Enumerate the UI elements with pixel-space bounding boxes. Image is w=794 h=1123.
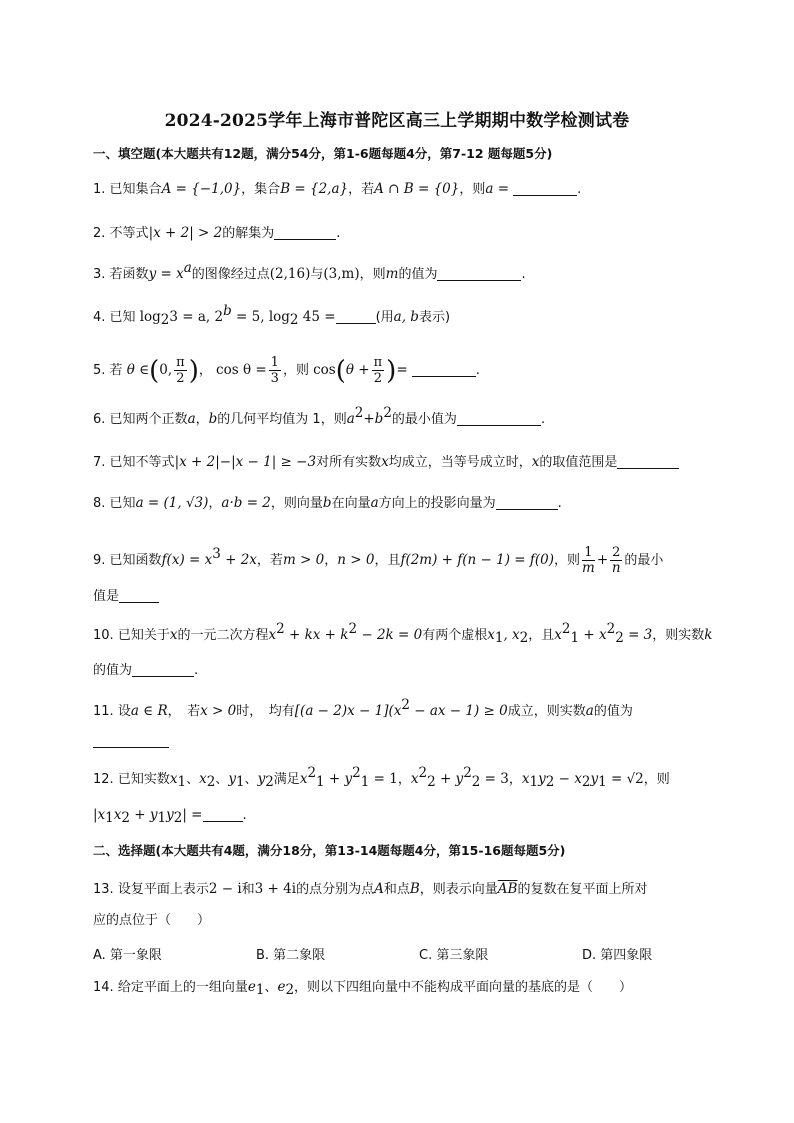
question-13: 13. 设复平面上表示2 − i和3 + 4i的点分别为点A和点B，则表示向量$\overline{AB}$的复数在复平面上所对 (93, 881, 648, 897)
question-number: 4. (93, 310, 106, 325)
question-13-cont: 应的点位于（ ） (93, 913, 211, 928)
question-10: 10. 已知关于x的一元二次方程$x^2$ + kx + $k^2 - 2k = 0$有两个虚根$x_1$, $x_2$，且$x^2_1 + x^2_2 = 3$，则实数k (93, 621, 713, 646)
fraction: $\frac{1}{m}$ (582, 545, 595, 576)
answer-blank (513, 181, 577, 196)
question-4: 4. 已知 $\log_23 = a$, $2^b = 5$, $\log_2 45$ = (用a, b表示) (93, 303, 451, 328)
question-11: 11. 设a ∈ R， 若x > 0时， 均有$[(a - 2)x - 1](x^2$ − ax − 1) ≥ 0成立，则实数a的值为 (93, 697, 633, 719)
question-9: 9. 已知函数$f(x) = x^3 + 2x$，若m > 0，n > 0，且f(2m) + f(n − 1) = f(0)，则 $\frac{1}{m}$ + $\frac{2}{n}$ 的最小 (93, 545, 664, 576)
question-13-options (93, 944, 703, 964)
question-9-cont: 值是 (93, 588, 703, 606)
question-12-cont: $|x_1x_2 + y_1y_2|$ = . (93, 807, 247, 826)
fraction: $\frac{1}{3}$ (270, 355, 279, 386)
question-12: 12. 已知实数$x_1$、$x_2$、$y_1$、$y_2$满足$x^2_1 + y^2_1 = 1$，$x^2_2 + y^2_2 = 3$，$x_1y_2 - x_2y_1 = √2$，则 (93, 765, 670, 790)
math-set-a: A = {−1,0} (161, 181, 242, 197)
answer-blank (496, 495, 558, 510)
question-8: 8. 已知a = (1, √3)，a·b = 2，则向量b在向量a方向上的投影向量为 . (93, 495, 562, 511)
question-number: 3. (93, 267, 106, 282)
answer-blank (119, 588, 159, 603)
question-7: 7. 已知不等式|x + 2|−|x − 1| ≥ −3对所有实数x均成立，当等号成立时，x的取值范围是 (93, 453, 703, 472)
question-5: 5. 若 θ ∈(0, $\frac{\pi}{2}$ )， cos θ = $\frac{1}{3}$ ，则 cos(θ + $\frac{\pi}{2}$ )= . (93, 355, 480, 386)
question-6: 6. 已知两个正数a，b的几何平均值为 1，则$a^2+b^2$的最小值为 . (93, 405, 546, 427)
option-d: D. 第四象限 (582, 948, 653, 963)
answer-blank (274, 225, 336, 240)
question-number: 9. (93, 553, 106, 568)
answer-blank (203, 807, 243, 822)
section-2-header: 二、选择题(本大题共有4题，满分18分，第13-14题每题4分，第15-16题每题5分) (93, 843, 566, 858)
option-c: C. 第三象限 (419, 948, 489, 963)
fraction: $\frac{\pi}{2}$ (176, 355, 185, 386)
answer-blank (412, 362, 476, 377)
question-number: 10. (93, 628, 114, 643)
question-number: 5. (93, 363, 106, 378)
answer-blank (457, 411, 541, 426)
question-number: 11. (93, 704, 114, 719)
answer-blank (617, 454, 679, 469)
question-10-cont: 的值为 . (93, 663, 199, 678)
question-number: 1. (93, 182, 106, 197)
question-3: 3. 若函数$y = x^a$的图像经过点(2,16)与(3,m)，则m的值为 . (93, 260, 526, 282)
answer-blank (93, 733, 169, 748)
fraction: $\frac{\pi}{2}$ (373, 355, 383, 386)
page-title: 2024-2025学年上海市普陀区高三上学期期中数学检测试卷 (164, 111, 630, 131)
option-a: A. 第一象限 (93, 948, 162, 963)
question-number: 14. (93, 980, 114, 995)
math-set-b: B = {2,a} (280, 181, 349, 197)
question-number: 13. (93, 882, 114, 897)
option-b: B. 第二象限 (256, 948, 326, 963)
question-14: 14. 给定平面上的一组向量$e_1$、$e_2$，则以下四组向量中不能构成平面向量的基底的是（ ） (93, 979, 633, 998)
question-2: 2. 不等式|x + 2| > 2的解集为 . (93, 225, 341, 241)
answer-blank (132, 662, 194, 677)
answer-blank (437, 266, 521, 281)
fraction: $\frac{2}{n}$ (611, 545, 621, 576)
question-number: 2. (93, 226, 106, 241)
answer-blank (336, 309, 376, 324)
question-11-cont (93, 733, 703, 751)
section-1-header: 一、填空题(本大题共有12题，满分54分，第1-6题每题4分，第7-12 题每题5分) (93, 146, 553, 161)
question-number: 6. (93, 412, 106, 427)
question-number: 7. (93, 455, 106, 470)
question-number: 8. (93, 496, 106, 511)
question-1: 1. 已知集合A = {−1,0}，集合B = {2,a}，若A ∩ B = {0}，则a = . (93, 181, 582, 197)
question-number: 12. (93, 772, 114, 787)
